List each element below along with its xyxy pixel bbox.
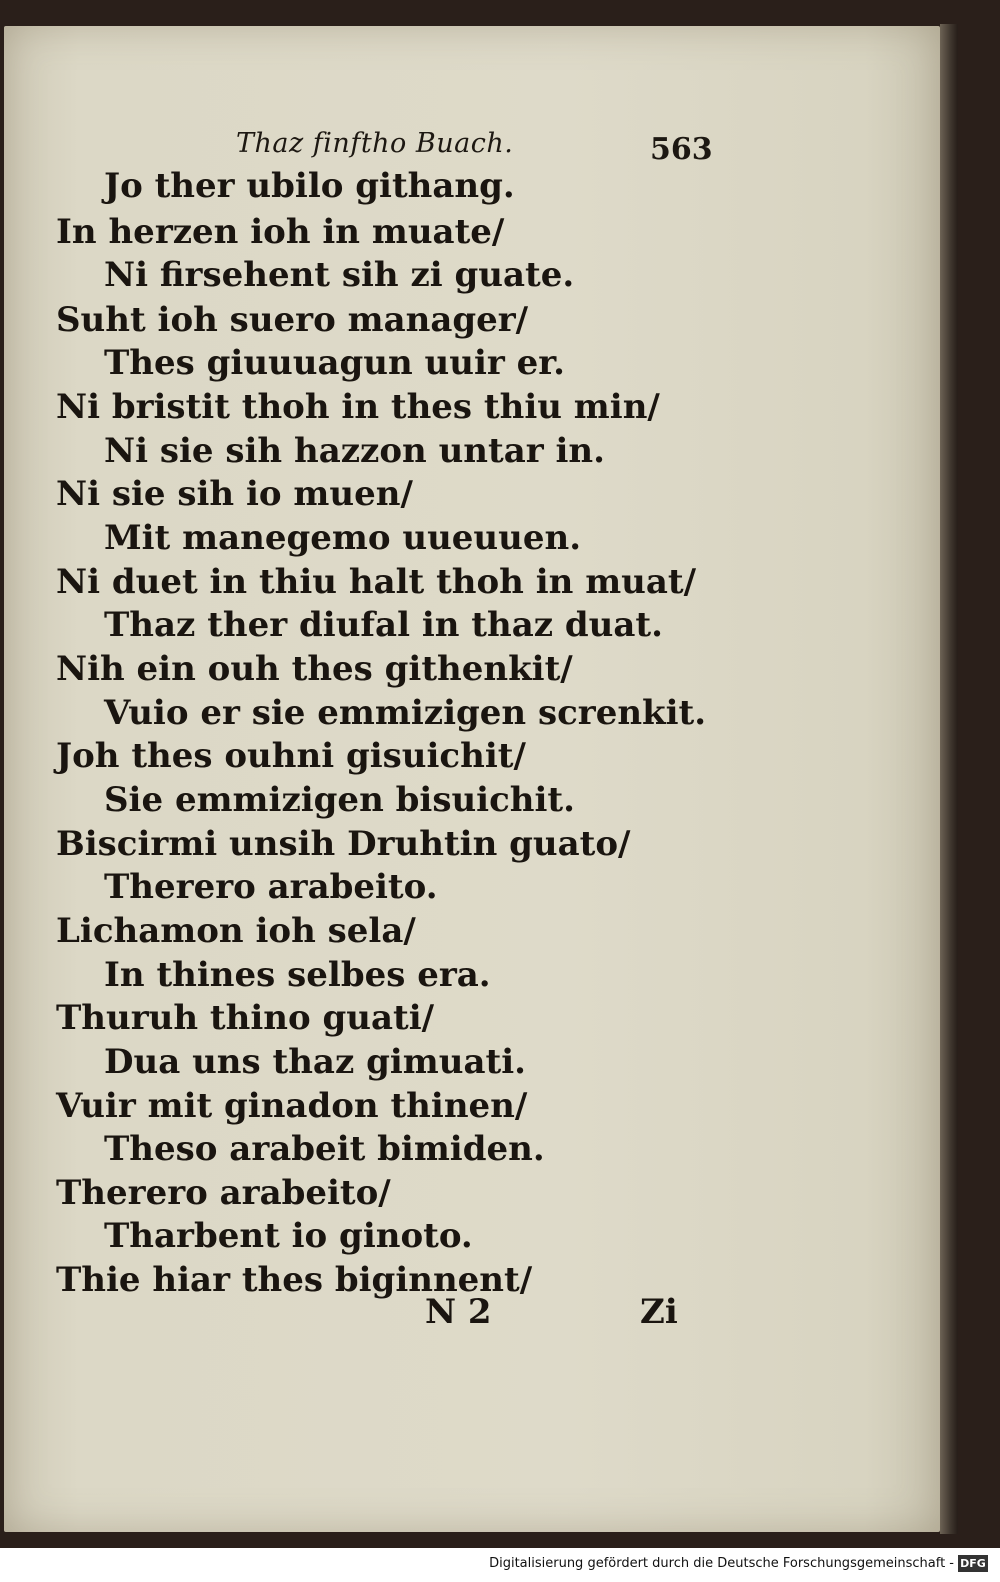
verse-line: Sie emmizigen bisuichit. [104,780,575,820]
verse-line: Joh thes ouhni gisuichit/ [56,736,526,776]
verse-line: Theso arabeit bimiden. [104,1129,545,1169]
dfg-logo: DFG [958,1555,988,1572]
verse-line: Jo ther ubilo githang. [104,166,515,206]
verse-line: Thes giuuuagun uuir er. [104,343,565,383]
verse-line: Ni duet in thiu halt thoh in muat/ [56,562,697,602]
signature-mark: N 2 [425,1292,492,1332]
credit-text: Digitalisierung gefördert durch die Deutsche Forschungsgemeinschaft - [489,1556,954,1571]
verse-line: Vuir mit ginadon thinen/ [56,1086,528,1126]
verse-line: Thie hiar thes biginnent/ [56,1260,533,1300]
verse-line: In herzen ioh in muate/ [56,212,505,252]
catchword: Zi [640,1292,678,1332]
verse-line: Ni bristit thoh in thes thiu min/ [56,387,660,427]
verse-line: Lichamon ioh sela/ [56,911,416,951]
verse-line: Biscirmi unsih Druhtin guato/ [56,824,631,864]
verse-line: Thuruh thino guati/ [56,998,435,1038]
verse-line: Therero arabeito. [104,867,438,907]
verse-line: Tharbent io ginoto. [104,1216,473,1256]
verse-line: Ni firsehent sih zi guate. [104,255,575,295]
verse-line: Therero arabeito/ [56,1173,391,1213]
verse-line: Ni sie sih hazzon untar in. [104,431,605,471]
verse-line: Mit manegemo uueuuen. [104,518,582,558]
page-number: 563 [650,132,713,167]
verse-line: In thines selbes era. [104,955,491,995]
verse-line: Dua uns thaz gimuati. [104,1042,526,1082]
running-title: Thaz finftho Buach. [236,128,514,159]
verse-line: Suht ioh suero manager/ [56,300,529,340]
verse-line: Ni sie sih io muen/ [56,474,413,514]
verse-line: Nih ein ouh thes githenkit/ [56,649,573,689]
page-header [0,128,1000,168]
credit-bar [0,1548,1000,1582]
verse-line: Thaz ther diufal in thaz duat. [104,605,663,645]
verse-line: Vuio er sie emmizigen screnkit. [104,693,707,733]
page-footer [0,1292,1000,1342]
